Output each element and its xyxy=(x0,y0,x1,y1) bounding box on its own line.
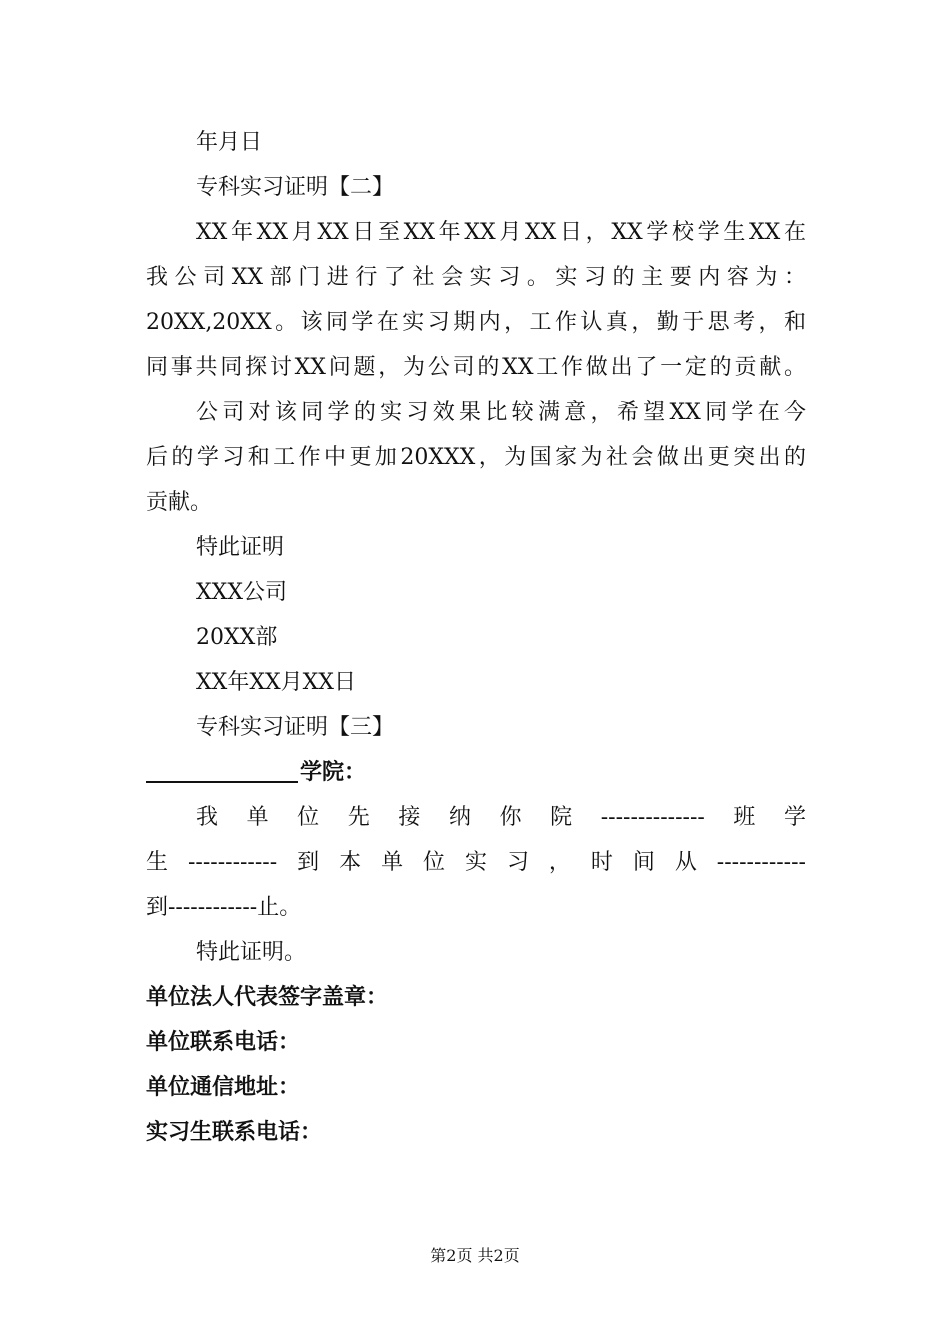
certify-text-2: 特此证明。 xyxy=(196,940,307,965)
paragraph-1-line-1: XX年XX月XX日至XX年XX月XX日，XX学校学生XX在 xyxy=(196,220,806,245)
heading-certificate-three: 专科实习证明【三】 xyxy=(196,715,395,740)
paragraph-3-line-3: 到------------止。 xyxy=(146,895,302,920)
certify-text: 特此证明 xyxy=(196,535,285,560)
unit-phone-label: 单位联系电话： xyxy=(146,1030,301,1055)
department-name: 20XX部 xyxy=(196,625,278,650)
paragraph-3-line-2: 生------------到本单位实习，时间从------------ xyxy=(146,850,806,875)
heading-certificate-two: 专科实习证明【二】 xyxy=(196,175,395,200)
legal-rep-signature-label: 单位法人代表签字盖章： xyxy=(146,985,389,1010)
college-blank-underline xyxy=(146,753,298,783)
college-label: 学院： xyxy=(300,760,367,785)
paragraph-2-line-1: 公司对该同学的实习效果比较满意，希望XX同学在今 xyxy=(196,400,806,425)
sign-date: XX年XX月XX日 xyxy=(196,670,356,695)
college-line xyxy=(146,750,806,795)
paragraph-2-line-3: 贡献。 xyxy=(146,490,213,515)
intern-phone-label: 实习生联系电话： xyxy=(146,1120,323,1145)
page-footer: 第2页 共2页 xyxy=(430,1246,520,1265)
paragraph-3-line-1: 我单位先接纳你院--------------班学 xyxy=(196,805,806,830)
paragraph-1-line-4: 同事共同探讨XX问题，为公司的XX工作做出了一定的贡献。 xyxy=(146,355,806,380)
paragraph-2-line-2: 后的学习和工作中更加20XXX，为国家为社会做出更突出的 xyxy=(146,445,806,470)
paragraph-1-line-3: 20XX,20XX。该同学在实习期内，工作认真，勤于思考，和 xyxy=(146,310,806,335)
unit-address-label: 单位通信地址： xyxy=(146,1075,301,1100)
paragraph-1-line-2: 我公司XX部门进行了社会实习。实习的主要内容为： xyxy=(146,265,806,290)
date-placeholder: 年月日 xyxy=(196,130,263,155)
document-body xyxy=(146,120,806,1155)
company-name: XXX公司 xyxy=(196,580,287,605)
